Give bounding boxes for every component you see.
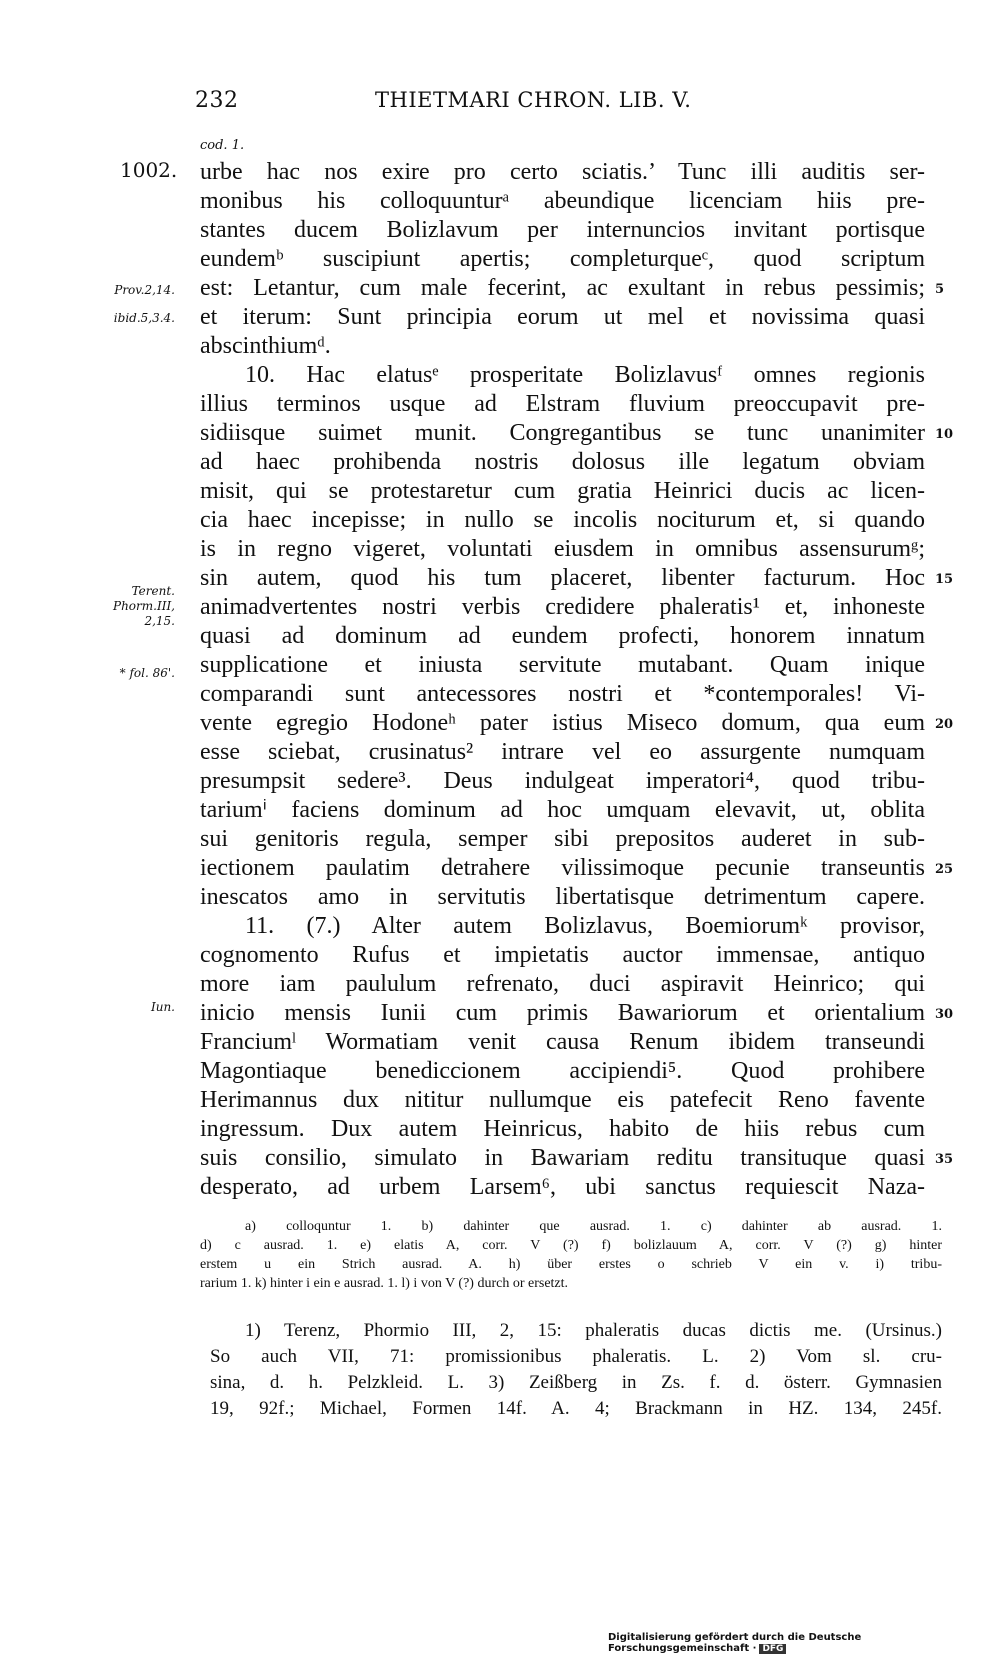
- text-line: desperato, ad urbem Larsem⁶, ubi sanctus requiescit Naza-: [200, 1174, 925, 1200]
- margin-note: Prov.2,14.: [114, 283, 175, 297]
- text-line: sidiisque suimet munit. Congregantibus se tunc unanimiter: [200, 420, 925, 446]
- line-number: 35: [935, 1152, 954, 1167]
- text-line: more iam paululum refrenato, duci aspiravit Heinrico; qui: [200, 971, 925, 997]
- text-line: Magontiaque benediccionem accipiendi⁵. Quod prohibere: [200, 1058, 925, 1084]
- footer-text: Digitalisierung gefördert durch die Deutsche Forschungsgemeinschaft ·: [608, 1632, 862, 1654]
- text-line: urbe hac nos exire pro certo sciatis.’ Tunc illi auditis ser-: [200, 159, 925, 185]
- text-line: abscinthiumᵈ.: [200, 333, 331, 359]
- text-line: suis consilio, simulato in Bawariam reditu transituque quasi: [200, 1145, 925, 1171]
- line-number: 30: [935, 1007, 954, 1022]
- year-marker: 1002.: [120, 158, 178, 182]
- text-line: cia haec incepisse; in nullo se incolis nociturum et, si quando: [200, 507, 925, 533]
- text-line: presumpsit sedere³. Deus indulgeat imperatori⁴, quod tribu-: [200, 768, 925, 794]
- text-line: vente egregio Hodoneʰ pater istius Miseco domum, qua eum: [200, 710, 925, 736]
- text-line: Herimannus dux nititur nullumque eis patefecit Reno favente: [200, 1087, 925, 1113]
- text-line: sui genitoris regula, semper sibi prepositos auderet in sub-: [200, 826, 925, 852]
- line-number: 20: [935, 717, 954, 732]
- text-line: eundemᵇ suscipiunt apertis; completurqueᶜ, quod scriptum: [200, 246, 925, 272]
- text-line: stantes ducem Bolizlavum per internuncios invitant portisque: [200, 217, 925, 243]
- apparatus-line: d) c ausrad. 1. e) elatis A, corr. V (?) f) bolizlauum A, corr. V (?) g) hinter: [200, 1238, 942, 1253]
- text-line: quasi ad dominum ad eundem profecti, honorem innatum: [200, 623, 925, 649]
- text-line: esse sciebat, crusinatus² intrare vel eo assurgente numquam: [200, 739, 925, 765]
- line-number: 10: [935, 427, 954, 442]
- text-line: 10. Hac elatusᵉ prosperitate Bolizlavusᶠ omnes regionis: [245, 362, 925, 388]
- text-line: is in regno vigeret, voluntati eiusdem in omnibus assensurumᵍ;: [200, 536, 925, 562]
- commentary-line: sina, d. h. Pelzkleid. L. 3) Zeißberg in Zs. f. d. österr. Gymnasien: [210, 1372, 942, 1393]
- margin-note: ibid.5,3.4.: [113, 311, 175, 325]
- text-line: ingressum. Dux autem Heinricus, habito de hiis rebus cum: [200, 1116, 925, 1142]
- text-line: sin autem, quod his tum placeret, libenter facturum. Hoc: [200, 565, 925, 591]
- text-line: illius terminos usque ad Elstram fluvium preoccupavit pre-: [200, 391, 925, 417]
- text-line: cognomento Rufus et impietatis auctor immensae, antiquo: [200, 942, 925, 968]
- running-title: THIETMARI CHRON. LIB. V.: [375, 88, 692, 112]
- text-line: misit, qui se protestaretur cum gratia Heinrici ducis ac licen-: [200, 478, 925, 504]
- text-line: est: Letantur, cum male fecerint, ac exultant in rebus pessimis;: [200, 275, 925, 301]
- text-line: et iterum: Sunt principia eorum ut mel et novissima quasi: [200, 304, 925, 330]
- margin-note: Terent.: [131, 584, 175, 598]
- margin-note: 2,15.: [144, 614, 175, 628]
- dfg-logo: DFG: [759, 1644, 786, 1654]
- text-line: monibus his colloquunturᵃ abeundique licenciam hiis pre-: [200, 188, 925, 214]
- text-line: Franciumˡ Wormatiam venit causa Renum ibidem transeundi: [200, 1029, 925, 1055]
- apparatus-line: erstem u ein Strich ausrad. A. h) über erstes o schrieb V ein v. i) tribu-: [200, 1257, 942, 1272]
- line-number: 25: [935, 862, 954, 877]
- page-number: 232: [195, 88, 239, 113]
- text-line: ad haec prohibenda nostris dolosus ille legatum obviam: [200, 449, 925, 475]
- text-line: 11. (7.) Alter autem Bolizlavus, Boemiorumᵏ provisor,: [245, 913, 925, 939]
- text-line: supplicatione et iniusta servitute mutabant. Quam inique: [200, 652, 925, 678]
- text-line: comparandi sunt antecessores nostri et *contemporales! Vi-: [200, 681, 925, 707]
- commentary-line: 19, 92f.; Michael, Formen 14f. A. 4; Brackmann in HZ. 134, 245f.: [210, 1398, 942, 1419]
- margin-note: * fol. 86'.: [119, 666, 175, 680]
- codex-note: cod. 1.: [200, 138, 245, 153]
- line-number: 5: [935, 282, 945, 297]
- digitization-footer: [608, 1632, 1000, 1654]
- apparatus-line: rarium 1. k) hinter i ein e ausrad. 1. l) i von V (?) durch or ersetzt.: [200, 1276, 569, 1291]
- line-number: 15: [935, 572, 954, 587]
- commentary-line: 1) Terenz, Phormio III, 2, 15: phaleratis ducas dictis me. (Ursinus.): [245, 1320, 942, 1341]
- text-line: inescatos amo in servitutis libertatisque detrimentum capere.: [200, 884, 925, 910]
- text-line: tariumⁱ faciens dominum ad hoc umquam elevavit, ut, oblita: [200, 797, 925, 823]
- commentary-line: So auch VII, 71: promissionibus phaleratis. L. 2) Vom sl. cru-: [210, 1346, 942, 1367]
- text-line: animadvertentes nostri verbis credidere phaleratis¹ et, inhoneste: [200, 594, 925, 620]
- text-line: inicio mensis Iunii cum primis Bawariorum et orientalium: [200, 1000, 925, 1026]
- text-line: iectionem paulatim detrahere vilissimoque pecunie transeuntis: [200, 855, 925, 881]
- margin-note: Phorm.III,: [113, 599, 175, 613]
- apparatus-line: a) colloquntur 1. b) dahinter que ausrad. 1. c) dahinter ab ausrad. 1.: [245, 1219, 942, 1234]
- margin-note: Iun.: [150, 1000, 175, 1014]
